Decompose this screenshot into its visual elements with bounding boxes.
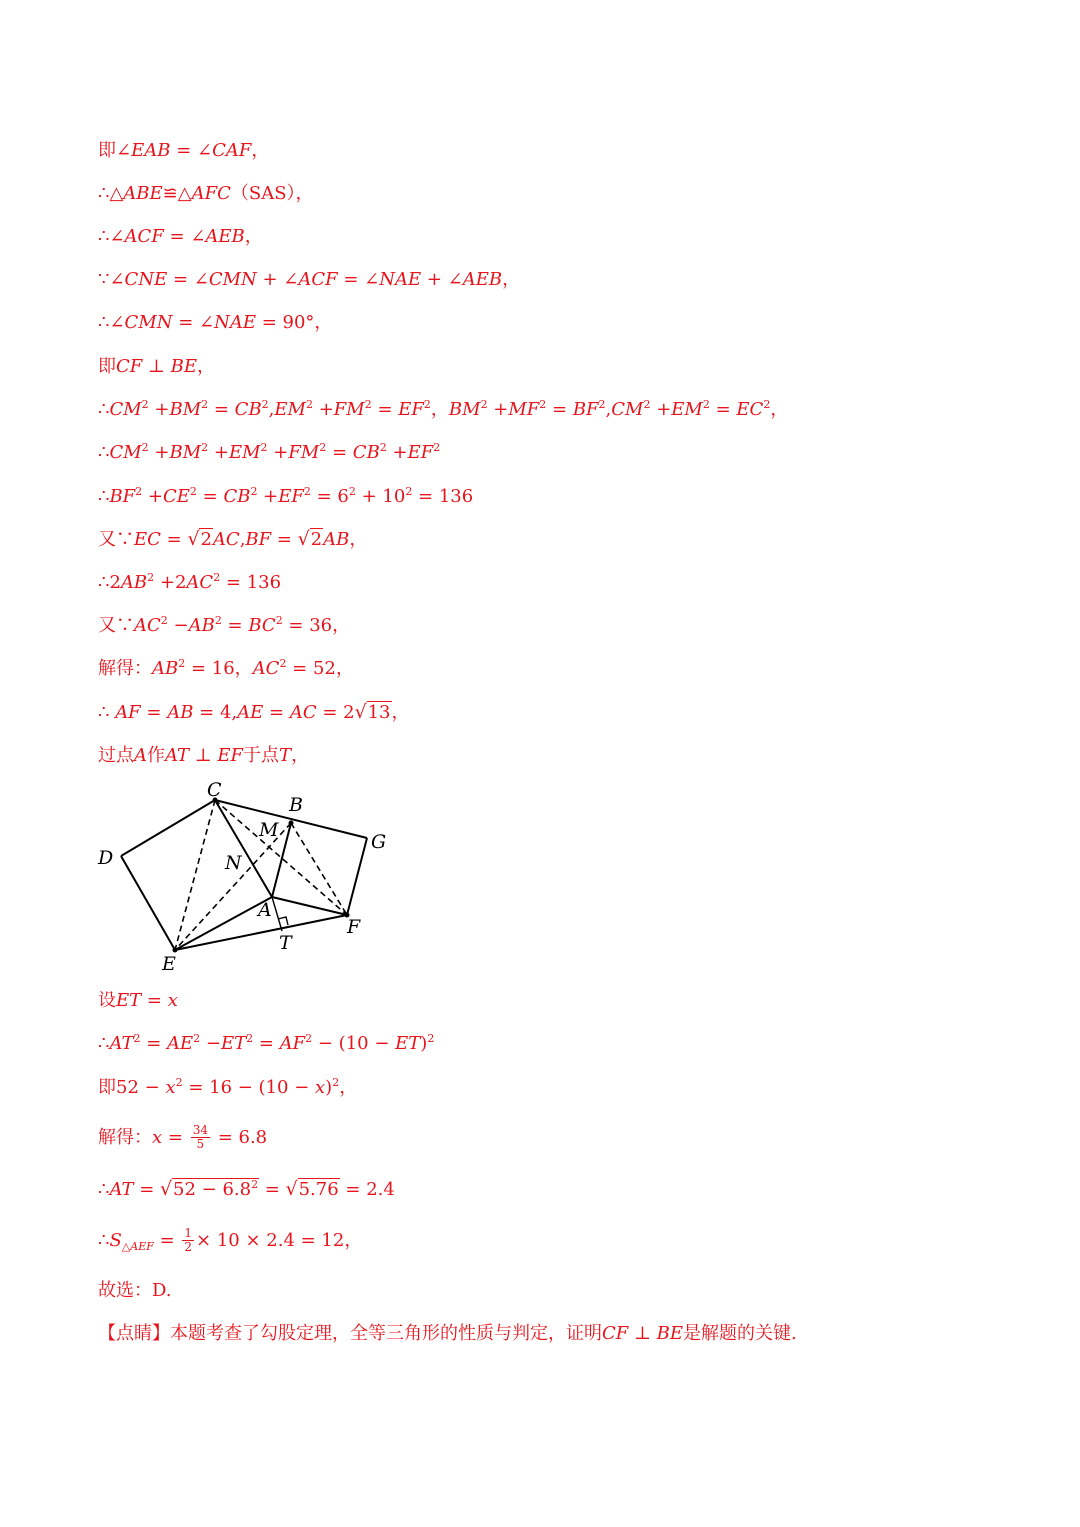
- segment-AT: [272, 897, 282, 931]
- line-7-render: $\therefore CM^2 +BM^2 = CB^2,EM^2 +FM^2 = EF^2$，$BM^2 +MF^2 = BF^2,CM^2 +EM^2 = EC^2$，: [98, 398, 789, 420]
- label-N: N: [225, 852, 242, 874]
- proof-line-21: [98, 1227, 362, 1254]
- geometry-figure: [92, 776, 402, 976]
- line-20-render: ∴AT = √ $52 - 6.8^2$ = √ 5.76 = 2.4: [98, 1179, 395, 1200]
- label-G: G: [371, 831, 387, 853]
- label-B: B: [289, 794, 303, 816]
- line-18-render: 即$52 - x^2 = 16 - (10 - x)^2$，: [98, 1076, 358, 1098]
- proof-line-13: [98, 657, 354, 681]
- proof-line-16: [98, 989, 178, 1013]
- label-C: C: [207, 779, 222, 801]
- proof-line-20: [98, 1178, 395, 1202]
- comment-line: [98, 1322, 797, 1346]
- label-M: M: [259, 819, 279, 841]
- segment-BF-dashed: [291, 823, 347, 915]
- proof-line-14: [98, 701, 410, 725]
- label-T: T: [279, 932, 292, 954]
- line-12-render: 又$\because AC^2 -AB^2 = BC^2 = 36$，: [98, 614, 351, 636]
- label-E: E: [162, 953, 176, 975]
- label-A: A: [258, 899, 272, 921]
- proof-line-22-text: 故选：D.: [98, 1280, 172, 1301]
- line-5-render: ∴∠CMN = ∠NAE = 90°，: [98, 312, 333, 333]
- segment-GF: [347, 838, 367, 915]
- line-10-render: 又∵EC = √ 2AC,BF = √ 2AB，: [98, 529, 367, 550]
- line-11-render: $\therefore 2AB^2 +2AC^2 = 136$: [98, 571, 282, 593]
- line-4-render: ∵∠CNE = ∠CMN + ∠ACF = ∠NAE + ∠AEB，: [98, 269, 521, 290]
- proof-line-2: [98, 182, 314, 206]
- proof-line-18: [98, 1076, 357, 1100]
- dot-E: [173, 948, 178, 953]
- label-D: D: [98, 847, 114, 869]
- proof-line-5: [98, 311, 332, 335]
- line-3-render: ∴∠ACF = ∠AEB，: [98, 226, 263, 247]
- proof-line-11: [98, 571, 281, 595]
- proof-line-15: [98, 744, 309, 768]
- line-2-render: ∴△ABE≌△AFC（SAS），: [98, 183, 314, 204]
- proof-line-9: [98, 485, 473, 509]
- proof-line-12: [98, 614, 350, 638]
- segment-DE: [121, 856, 175, 950]
- proof-line-3: [98, 225, 263, 249]
- proof-line-8: [98, 441, 440, 465]
- proof-line-22: [98, 1279, 172, 1303]
- line-13-render: 解得：$AB^2 = 16$，$AC^2 = 52$，: [98, 657, 354, 679]
- segment-CA: [215, 800, 272, 897]
- line-9-render: $\therefore BF^2 +CE^2 = CB^2 +EF^2 = 6^2 + 10^2 = 136$: [98, 485, 474, 507]
- line-8-render: $\therefore CM^2 +BM^2 +EM^2 +FM^2 = CB^2 +EF^2$: [98, 441, 441, 463]
- line-14-render: ∴ AF = AB = 4,AE = AC = 2√ 13，: [98, 702, 410, 723]
- line-21-render: $\therefore S_{\triangle AEF}$ = $\frac{1}{2}$ × 10 × 2.4 = 12，: [98, 1226, 363, 1254]
- proof-line-19: [98, 1124, 267, 1151]
- line-16-render: 设ET = x: [98, 990, 178, 1011]
- proof-line-10: [98, 528, 367, 552]
- proof-line-1: [98, 139, 269, 163]
- proof-line-17: [98, 1032, 434, 1056]
- line-19-render: 解得：x = $\frac{34}{5}$ = 6.8: [98, 1123, 268, 1151]
- line-15-render: 过点A作AT ⊥ EF于点T，: [98, 745, 310, 766]
- dot-B: [289, 821, 294, 826]
- line-6-render: 即CF ⊥ BE，: [98, 356, 216, 377]
- line-17-render: $\therefore AT^2 = AE^2 -ET^2 = AF^2 - (10 - ET)^2$: [98, 1032, 435, 1054]
- label-F: F: [347, 916, 361, 938]
- proof-line-7: [98, 398, 788, 422]
- proof-line-4: [98, 268, 520, 292]
- comment-render: 【点睛】本题考查了勾股定理，全等三角形的性质与判定，证明CF ⊥ BE是解题的关键.: [98, 1323, 797, 1344]
- proof-line-6: [98, 355, 215, 379]
- segment-DC: [121, 800, 215, 856]
- line-1-render: 即∠EAB = ∠CAF，: [98, 140, 270, 161]
